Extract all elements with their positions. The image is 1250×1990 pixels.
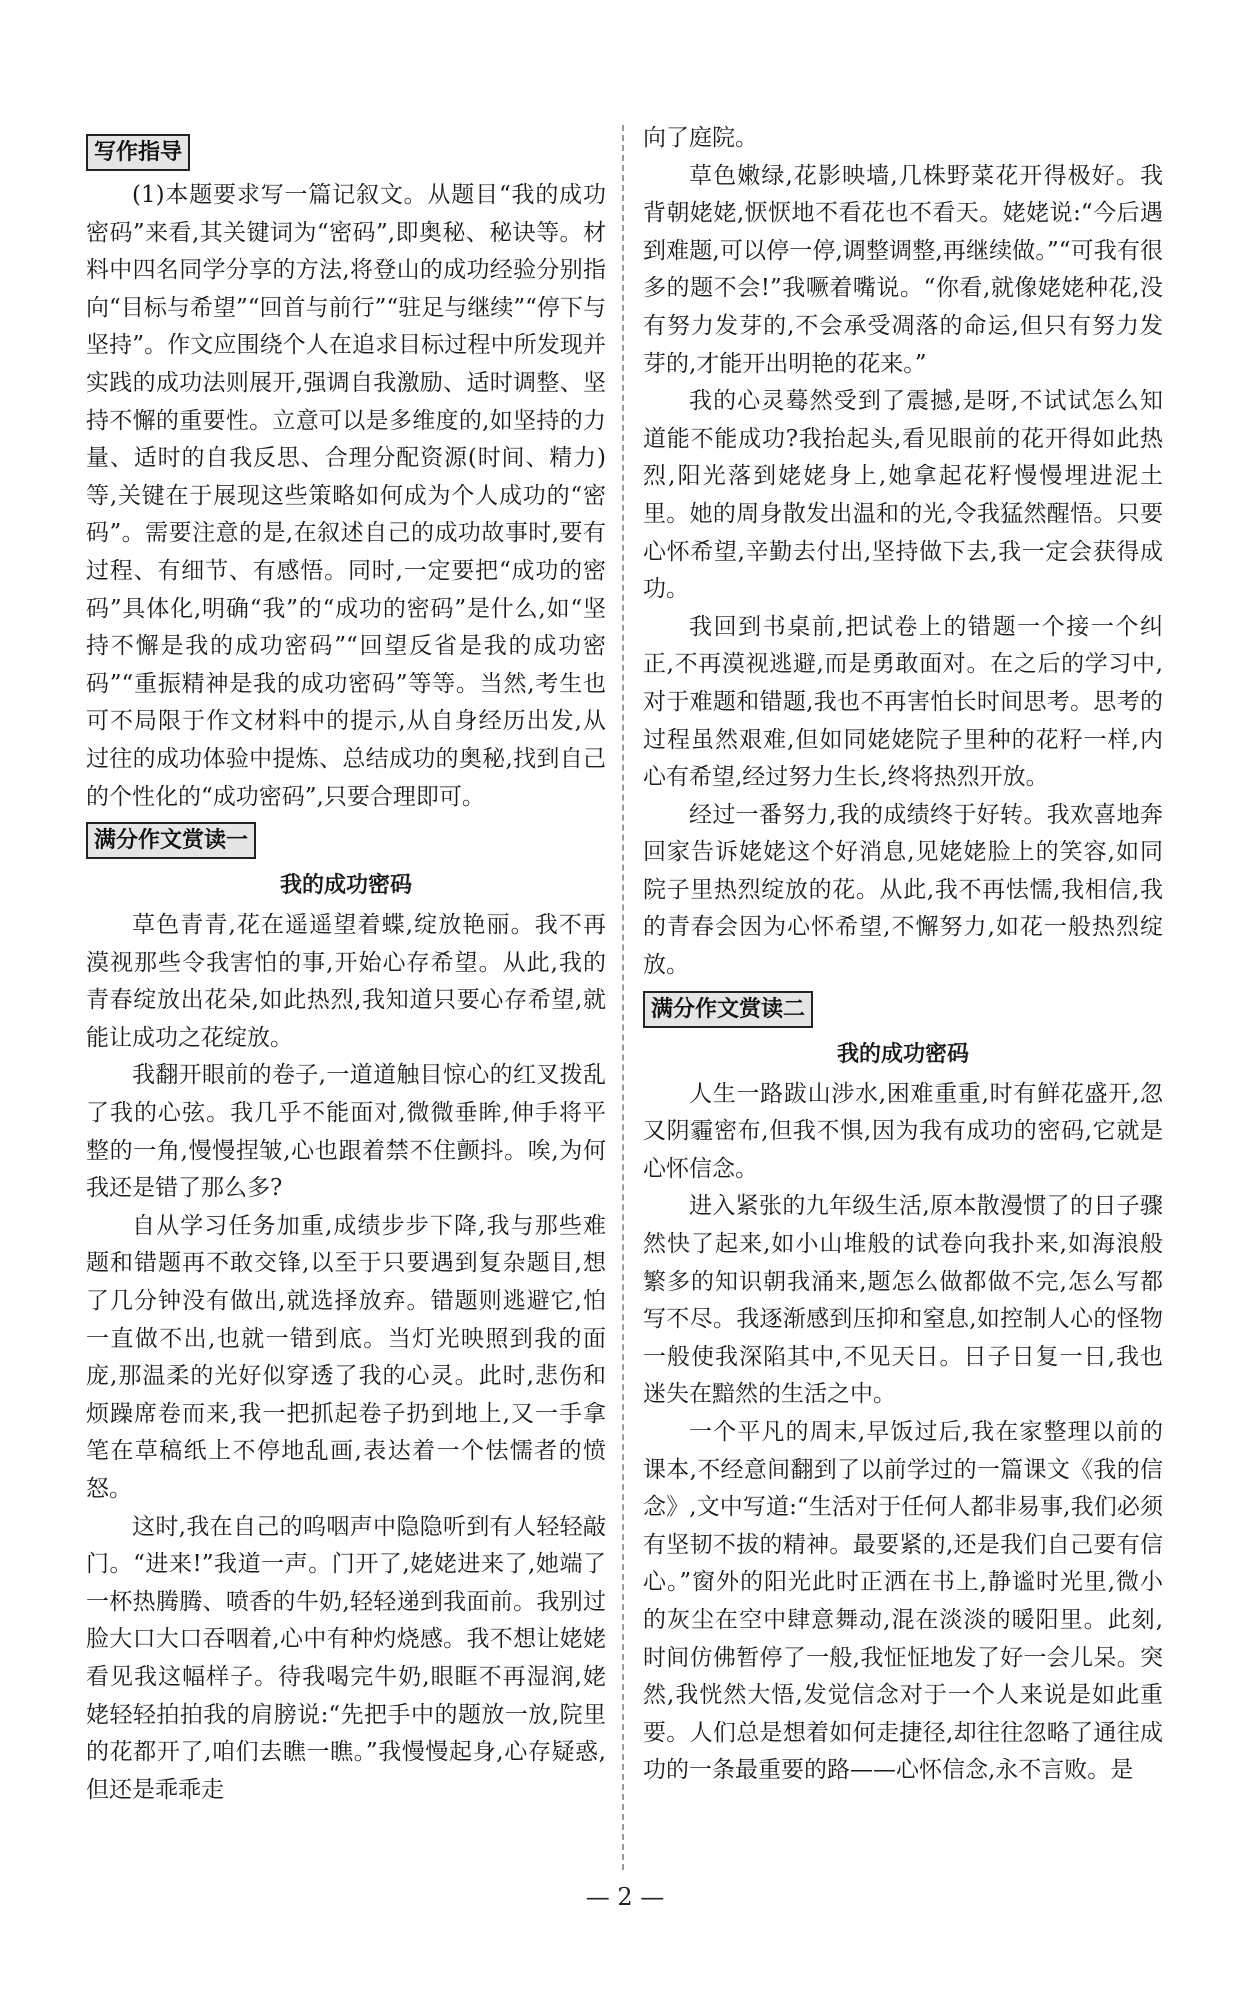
page-number: — 2 — [585,1883,665,1911]
essay1-paragraph: 草色青青,花在遥遥望着蝶,绽放艳丽。我不再漠视那些令我害怕的事,开始心存希望。从此,我的青春绽放出花朵,如此热烈,我知道只要心存希望,就能让成功之花绽放。 [86,912,606,1051]
writing-guide-text: (1)本题要求写一篇记叙文。从题目“我的成功密码”来看,其关键词为“密码”,即奥秘、秘诀等。材料中四名同学分享的方法,将登山的成功经验分别指向“目标与希望”“回首与前行”“驻足与继续”“停下与坚持”。作文应围绕个人在追求目标过程中所发现并实践的成功法则展开,强调自我激励、适时调整、坚持不懈的重要性。立意可以是多维度的,如坚持的力量、适时的自我反思、合理分配资源(时间、精力)等,关键在于展现这些策略如何成为个人成功的“密码”。需要注意的是,在叙述自己的成功故事时,要有过程、有细节、有感悟。同时,一定要把“成功的密码”具体化,明确“我”的“成功的密码”是什么,如“坚持不懈是我的成功密码”“回望反省是我的成功密码”“重振精神是我的成功密码”等等。当然,考生也可不局限于作文材料中的提示,从自身经历出发,从过往的成功体验中提炼、总结成功的奥秘,找到自己的个性化的“成功密码”,只要合理即可。 [86,182,606,810]
essay1-section-label: 满分作文赏读一 [86,822,256,859]
essay1-paragraph: 我回到书桌前,把试卷上的错题一个接一个纠正,不再漠视逃避,而是勇敢面对。在之后的学习中,对于难题和错题,我也不再害怕长时间思考。思考的过程虽然艰难,但如同姥姥院子里种的花籽一样,内心有希望,经过努力生长,终将热烈开放。 [643,613,1163,791]
essay2-paragraph: 人生一路跋山涉水,困难重重,时有鲜花盛开,忽又阴霾密布,但我不惧,因为我有成功的密码,它就是心怀信念。 [643,1080,1163,1182]
essay1-paragraph: 我翻开眼前的卷子,一道道触目惊心的红叉拨乱了我的心弦。我几乎不能面对,微微垂眸,伸手将平整的一角,慢慢捏皱,心也跟着禁不住颤抖。唉,为何我还是错了那么多? [86,1062,606,1202]
essay1-paragraph: 这时,我在自己的呜咽声中隐隐听到有人轻轻敲门。“进来!”我道一声。门开了,姥姥进来了,她端了一杯热腾腾、喷香的牛奶,轻轻递到我面前。我别过脸大口大口吞咽着,心中有种灼烧感。我不想让姥姥看见我这幅样子。待我喝完牛奶,眼眶不再湿润,姥姥轻轻拍拍我的肩膀说:“先把手中的题放一放,院里的花都开了,咱们去瞧一瞧。”我慢慢起身,心存疑惑,但还是乖乖走 [86,1513,606,1803]
essay2-section-label: 满分作文赏读二 [643,991,813,1028]
essay2-paragraph: 进入紧张的九年级生活,原本散漫惯了的日子骤然快了起来,如小山堆般的试卷向我扑来,如海浪般繁多的知识朝我涌来,题怎么做都做不完,怎么写都写不尽。我逐渐感到压抑和窒息,如控制人心的怪物一般使我深陷其中,不见天日。日子日复一日,我也迷失在黯然的生活之中。 [643,1193,1163,1408]
essay2-paragraph: 一个平凡的周末,早饭过后,我在家整理以前的课本,不经意间翻到了以前学过的一篇课文《我的信念》,文中写道:“生活对于任何人都非易事,我们必须有坚韧不拔的精神。最要紧的,还是我们自己要有信心。”窗外的阳光此时正洒在书上,静谧时光里,微小的灰尘在空中肆意舞动,混在淡淡的暖阳里。此刻,时间仿佛暂停了一般,我怔怔地发了好一会儿呆。突然,我恍然大悟,发觉信念对于一个人来说是如此重要。人们总是想着如何走捷径,却往往忽略了通往成功的一条最重要的路——心怀信念,永不言败。是 [643,1419,1163,1784]
right-column [643,120,1163,1790]
essay1-continuation: 向了庭院。 [643,125,758,151]
essay1-title: 我的成功密码 [279,873,412,899]
column-divider [622,125,624,1870]
essay1-paragraph: 草色嫩绿,花影映墙,几株野菜花开得极好。我背朝姥姥,恹恹地不看花也不看天。姥姥说:“今后遇到难题,可以停一停,调整调整,再继续做。”“可我有很多的题不会!”我噘着嘴说。“你看,就像姥姥种花,没有努力发芽的,不会承受凋落的命运,但只有努力发芽的,才能开出明艳的花来。” [643,162,1163,377]
essay1-paragraph: 自从学习任务加重,成绩步步下降,我与那些难题和错题再不敢交锋,以至于只要遇到复杂题目,想了几分钟没有做出,就选择放弃。错题则逃避它,怕一直做不出,也就一错到底。当灯光映照到我的面庞,那温柔的光好似穿透了我的心灵。此时,悲伤和烦躁席卷而来,我一把抓起卷子扔到地上,又一手拿笔在草稿纸上不停地乱画,表达着一个怯懦者的愤怒。 [86,1212,606,1502]
essay1-paragraph: 经过一番努力,我的成绩终于好转。我欢喜地奔回家告诉姥姥这个好消息,见姥姥脸上的笑容,如同院子里热烈绽放的花。从此,我不再怯懦,我相信,我的青春会因为心怀希望,不懈努力,如花一般热烈绽放。 [643,801,1163,979]
essay1-paragraph: 我的心灵蓦然受到了震撼,是呀,不试试怎么知道能不能成功?我抬起头,看见眼前的花开得如此热烈,阳光落到姥姥身上,她拿起花籽慢慢埋进泥土里。她的周身散发出温和的光,令我猛然醒悟。只要心怀希望,辛勤去付出,坚持做下去,我一定会获得成功。 [643,388,1163,603]
writing-guide-label: 写作指导 [86,134,190,171]
left-column [86,128,606,1809]
essay2-title: 我的成功密码 [836,1041,969,1067]
